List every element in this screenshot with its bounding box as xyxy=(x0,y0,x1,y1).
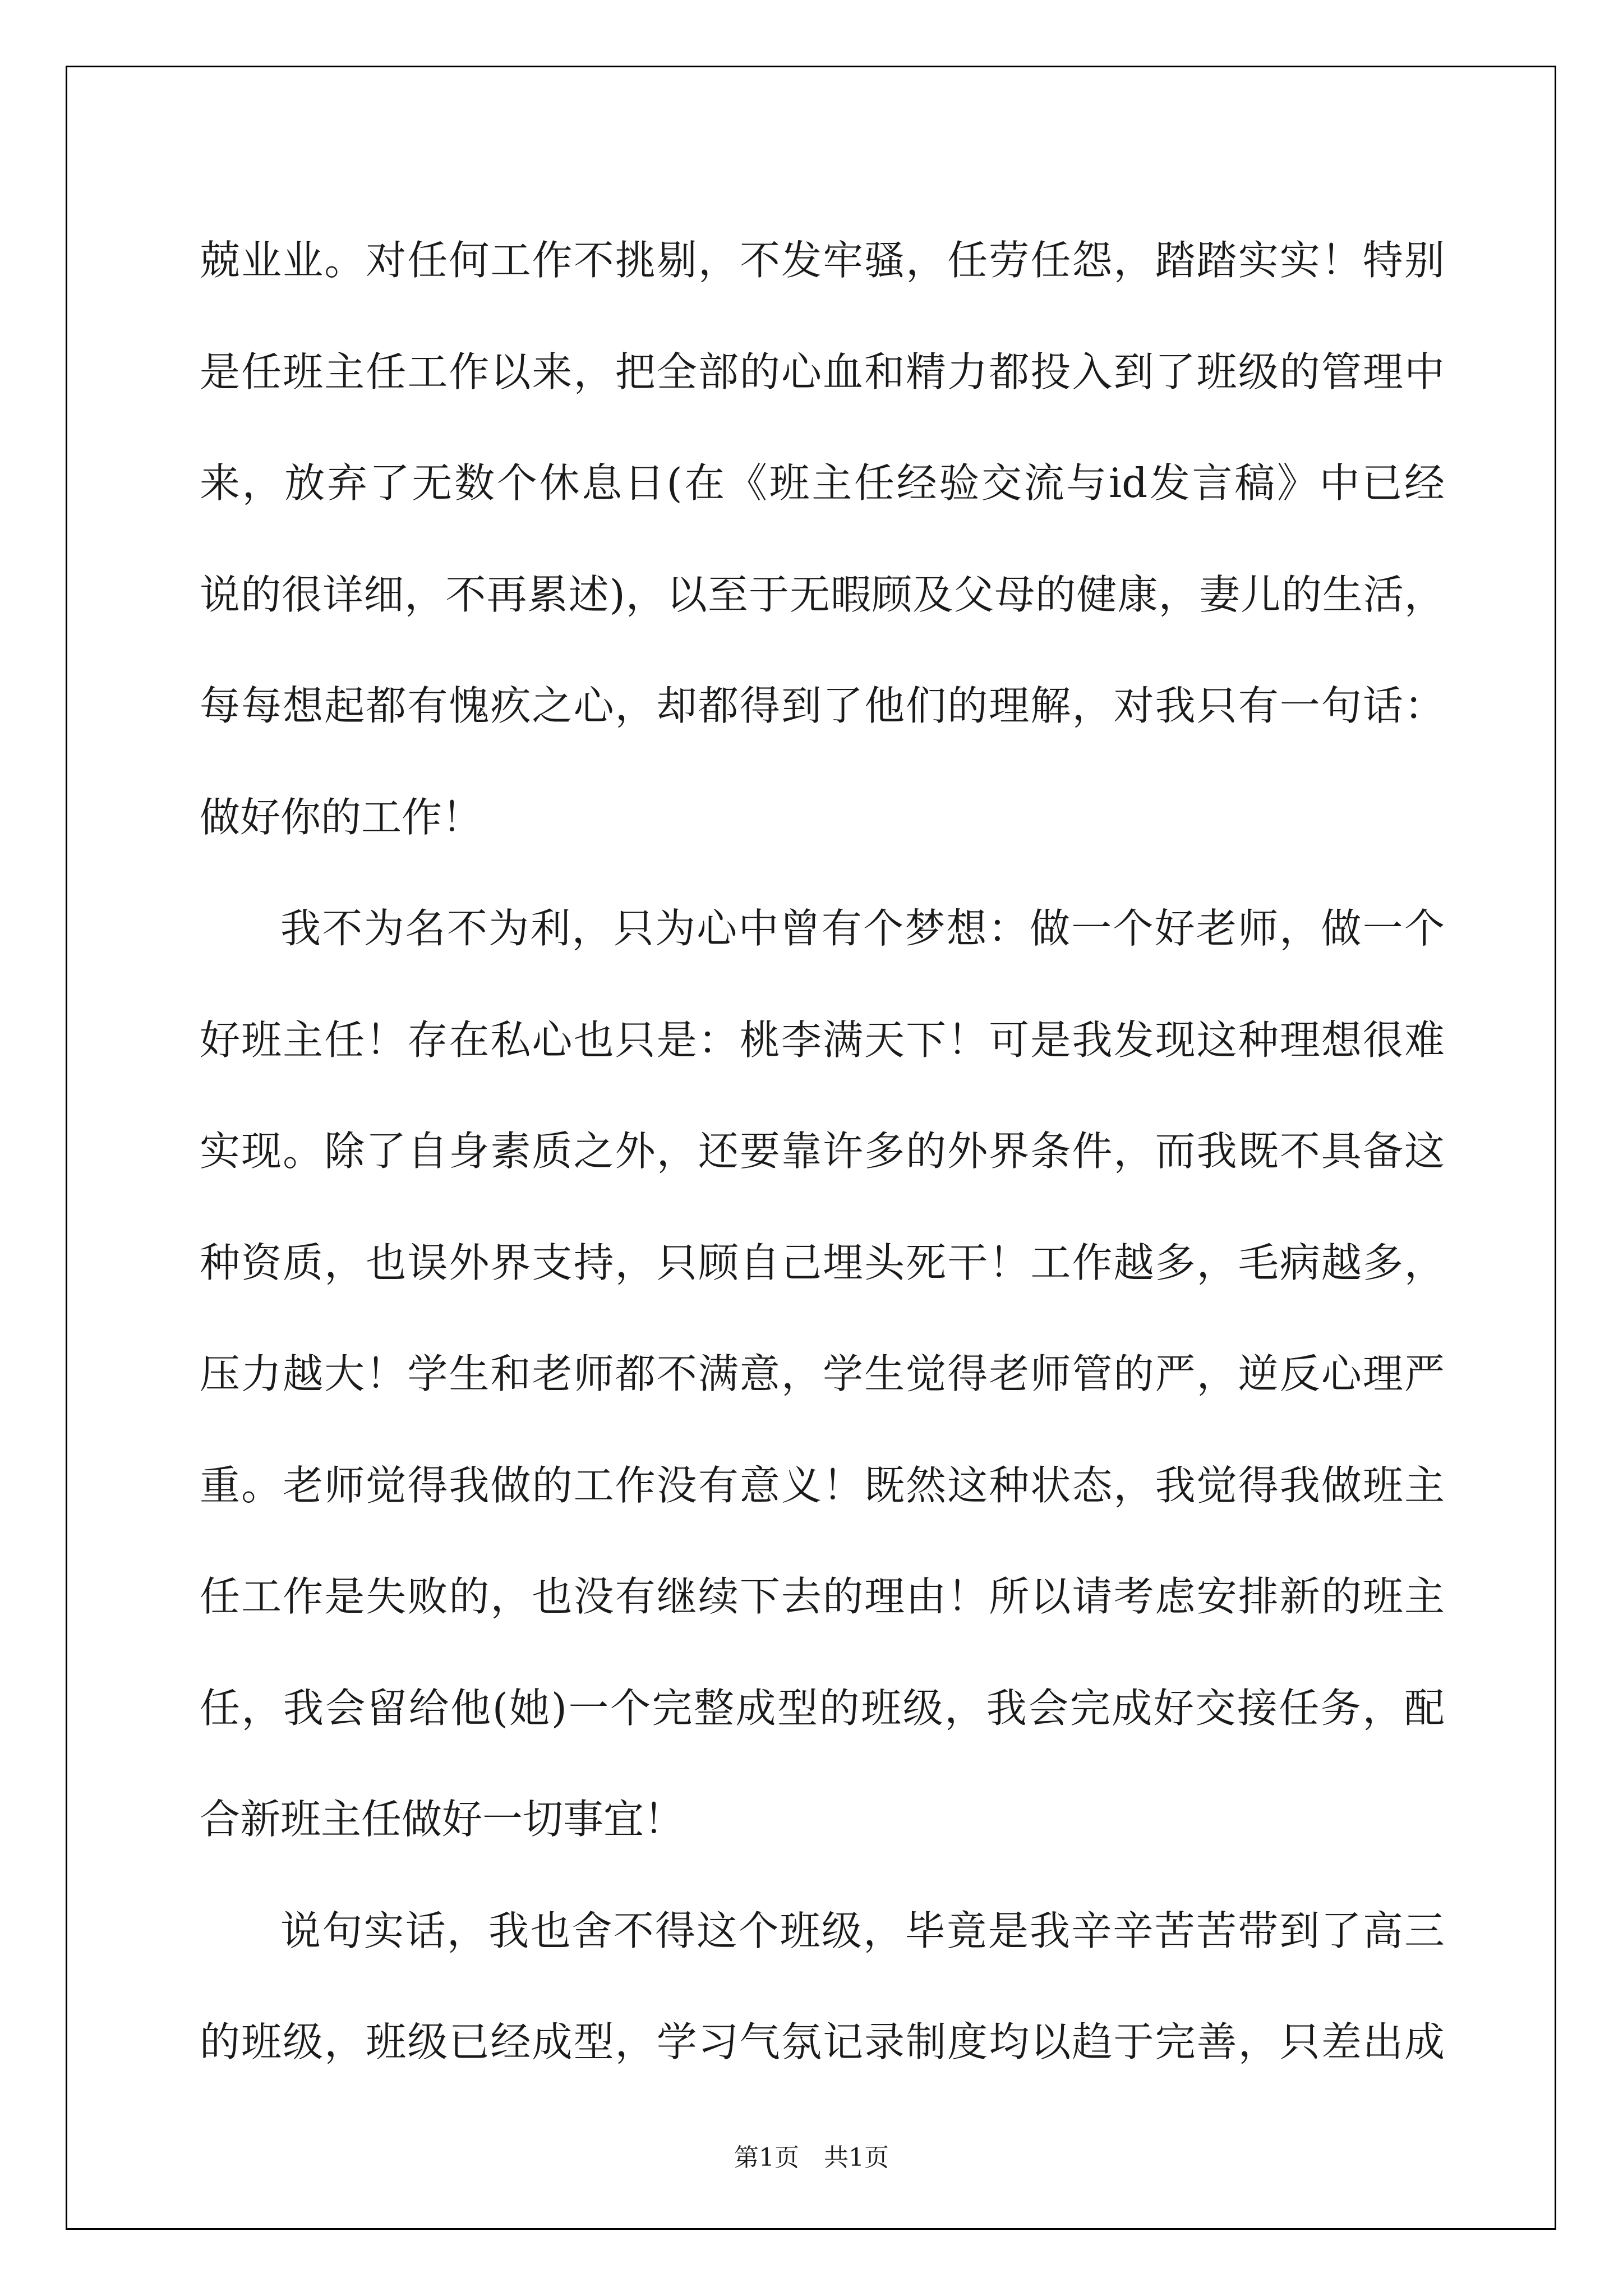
text-line: 实现。除了自身素质之外，还要靠许多的外界条件，而我既不具备这 xyxy=(200,1128,1445,1175)
text-line: 说句实话，我也舍不得这个班级，毕竟是我辛辛苦苦带到了高三 xyxy=(280,1907,1445,1954)
page-footer: 第1页 共1页 xyxy=(734,2143,889,2172)
text-line: 做好你的工作！ xyxy=(200,793,483,841)
text-line: 兢业业。对任何工作不挑剔，不发牢骚，任劳任怨，踏踏实实！特别 xyxy=(200,237,1445,284)
text-line: 任工作是失败的，也没有继续下去的理由！所以请考虑安排新的班主 xyxy=(200,1573,1445,1620)
document-body xyxy=(200,205,1445,2098)
text-line: 说的很详细，不再累述)，以至于无暇顾及父母的健康，妻儿的生活， xyxy=(200,570,1445,618)
text-line: 压力越大！学生和老师都不满意，学生觉得老师管的严，逆反心理严 xyxy=(200,1350,1445,1397)
text-line: 合新班主任做好一切事宜！ xyxy=(200,1796,685,1843)
text-line: 每每想起都有愧疚之心，却都得到了他们的理解，对我只有一句话： xyxy=(200,682,1445,729)
text-line: 的班级，班级已经成型，学习气氛记录制度均以趋于完善，只差出成 xyxy=(200,2018,1445,2065)
text-line: 重。老师觉得我做的工作没有意义！既然这种状态，我觉得我做班主 xyxy=(200,1461,1445,1509)
text-line: 种资质，也误外界支持，只顾自己埋头死干！工作越多，毛病越多， xyxy=(200,1239,1445,1286)
text-line: 来，放弃了无数个休息日(在《班主任经验交流与id发言稿》中已经 xyxy=(200,459,1445,507)
text-line: 是任班主任工作以来，把全部的心血和精力都投入到了班级的管理中 xyxy=(200,348,1445,395)
text-line: 我不为名不为利，只为心中曾有个梦想：做一个好老师，做一个 xyxy=(280,905,1445,952)
text-line: 任，我会留给他(她)一个完整成型的班级，我会完成好交接任务，配 xyxy=(200,1684,1445,1732)
text-line: 好班主任！存在私心也只是：桃李满天下！可是我发现这种理想很难 xyxy=(200,1016,1445,1064)
